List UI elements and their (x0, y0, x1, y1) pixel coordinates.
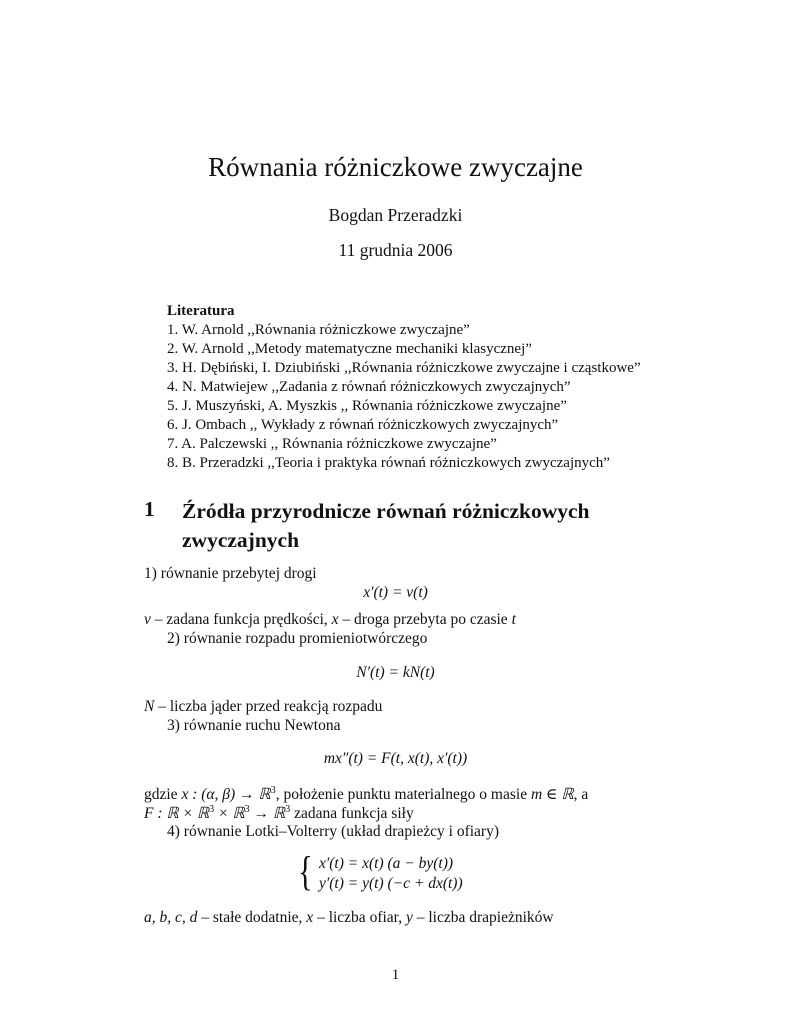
math-mass: m ∈ ℝ (530, 786, 574, 804)
var-y: y (405, 909, 413, 926)
math-fragment: × ℝ (214, 805, 245, 823)
equation-distance: x′(t) = v(t) (363, 584, 428, 601)
author-name: Bogdan Przeradzki (328, 205, 463, 225)
text-fragment: gdzie (144, 786, 182, 804)
var-t: t (511, 611, 516, 628)
literature-item: 3. H. Dębiński, I. Dziubiński ,,Równania różniczkowe zwyczajne i cząstkowe” (167, 360, 641, 376)
literature-item: 2. W. Arnold ,,Metody matematyczne mechaniki klasycznej” (167, 341, 532, 357)
math-superscript: 3 (244, 804, 250, 815)
document-title: Równania różniczkowe zwyczajne (208, 152, 583, 182)
system-brace: { (298, 848, 313, 894)
math-mapping: F : ℝ × ℝ (144, 805, 210, 823)
math-constants: a, b, c, d (144, 909, 198, 926)
text-fragment: – zadana funkcja prędkości, (150, 611, 332, 628)
paragraph-velocity-definition (144, 611, 516, 629)
section-number: 1 (144, 497, 155, 521)
equation-system-line-2: y′(t) = y(t) (−c + dx(t)) (319, 875, 463, 892)
literature-item: 8. B. Przeradzki ,,Teoria i praktyka równań różniczkowych zwyczajnych” (167, 455, 610, 471)
literature-heading: Literatura (167, 303, 235, 319)
paragraph-decay-equation: 2) równanie rozpadu promieniotwórczego (167, 630, 428, 647)
literature-item: 5. J. Muszyński, A. Myszkis ,, Równania różniczkowe zwyczajne” (167, 398, 567, 414)
var-v: v (144, 611, 151, 628)
literature-item: 4. N. Matwiejew ,,Zadania z równań różniczkowych zwyczajnych” (167, 379, 571, 395)
math-mapping: x : (α, β) → ℝ (181, 786, 271, 804)
literature-item: 6. J. Ombach ,, Wykłady z równań różniczkowych zwyczajnych” (167, 417, 559, 433)
text-fragment: – liczba drapieżników (412, 909, 554, 926)
paragraph-newton-equation: 3) równanie ruchu Newtona (167, 717, 341, 734)
math-superscript: 3 (285, 804, 291, 815)
text-fragment: – liczba jąder przed reakcją rozpadu (154, 698, 383, 715)
paragraph-distance-equation: 1) równanie przebytej drogi (144, 565, 317, 582)
text-fragment: zadana funkcja siły (290, 805, 414, 823)
page-number: 1 (391, 967, 400, 983)
math-superscript: 3 (209, 804, 215, 815)
text-fragment: , a (573, 786, 589, 804)
document-date: 11 grudnia 2006 (338, 240, 453, 260)
var-x: x (306, 909, 314, 926)
paragraph-position-definition (144, 785, 588, 804)
literature-item: 1. W. Arnold ,,Równania różniczkowe zwyczajne” (167, 322, 470, 338)
text-fragment: – stałe dodatnie, (197, 909, 307, 926)
text-fragment: – droga przebyta po czasie (338, 611, 512, 628)
literature-list (167, 321, 641, 473)
section-title: Źródła przyrodnicze równań różniczkowych zwyczajnych (182, 499, 590, 552)
equation-decay: N′(t) = kN(t) (356, 664, 435, 681)
var-x: x (331, 611, 339, 628)
text-fragment: – liczba ofiar, (313, 909, 406, 926)
paragraph-force-definition (144, 804, 414, 823)
paragraph-nuclei (144, 698, 382, 716)
equation-system-line-1: x′(t) = x(t) (a − by(t)) (319, 855, 454, 872)
equation-newton: mx″(t) = F(t, x(t), x′(t)) (323, 750, 468, 767)
text-fragment: , położenie punktu materialnego o masie (275, 786, 531, 804)
paragraph-constants (144, 909, 554, 927)
math-fragment: → ℝ (249, 805, 286, 823)
paragraph-lotka-volterra: 4) równanie Lotki–Volterry (układ drapieżcy i ofiary) (167, 823, 499, 840)
literature-item: 7. A. Palczewski ,, Równania różniczkowe zwyczajne” (167, 436, 497, 452)
var-N: N (144, 698, 155, 715)
math-superscript: 3 (270, 785, 276, 796)
